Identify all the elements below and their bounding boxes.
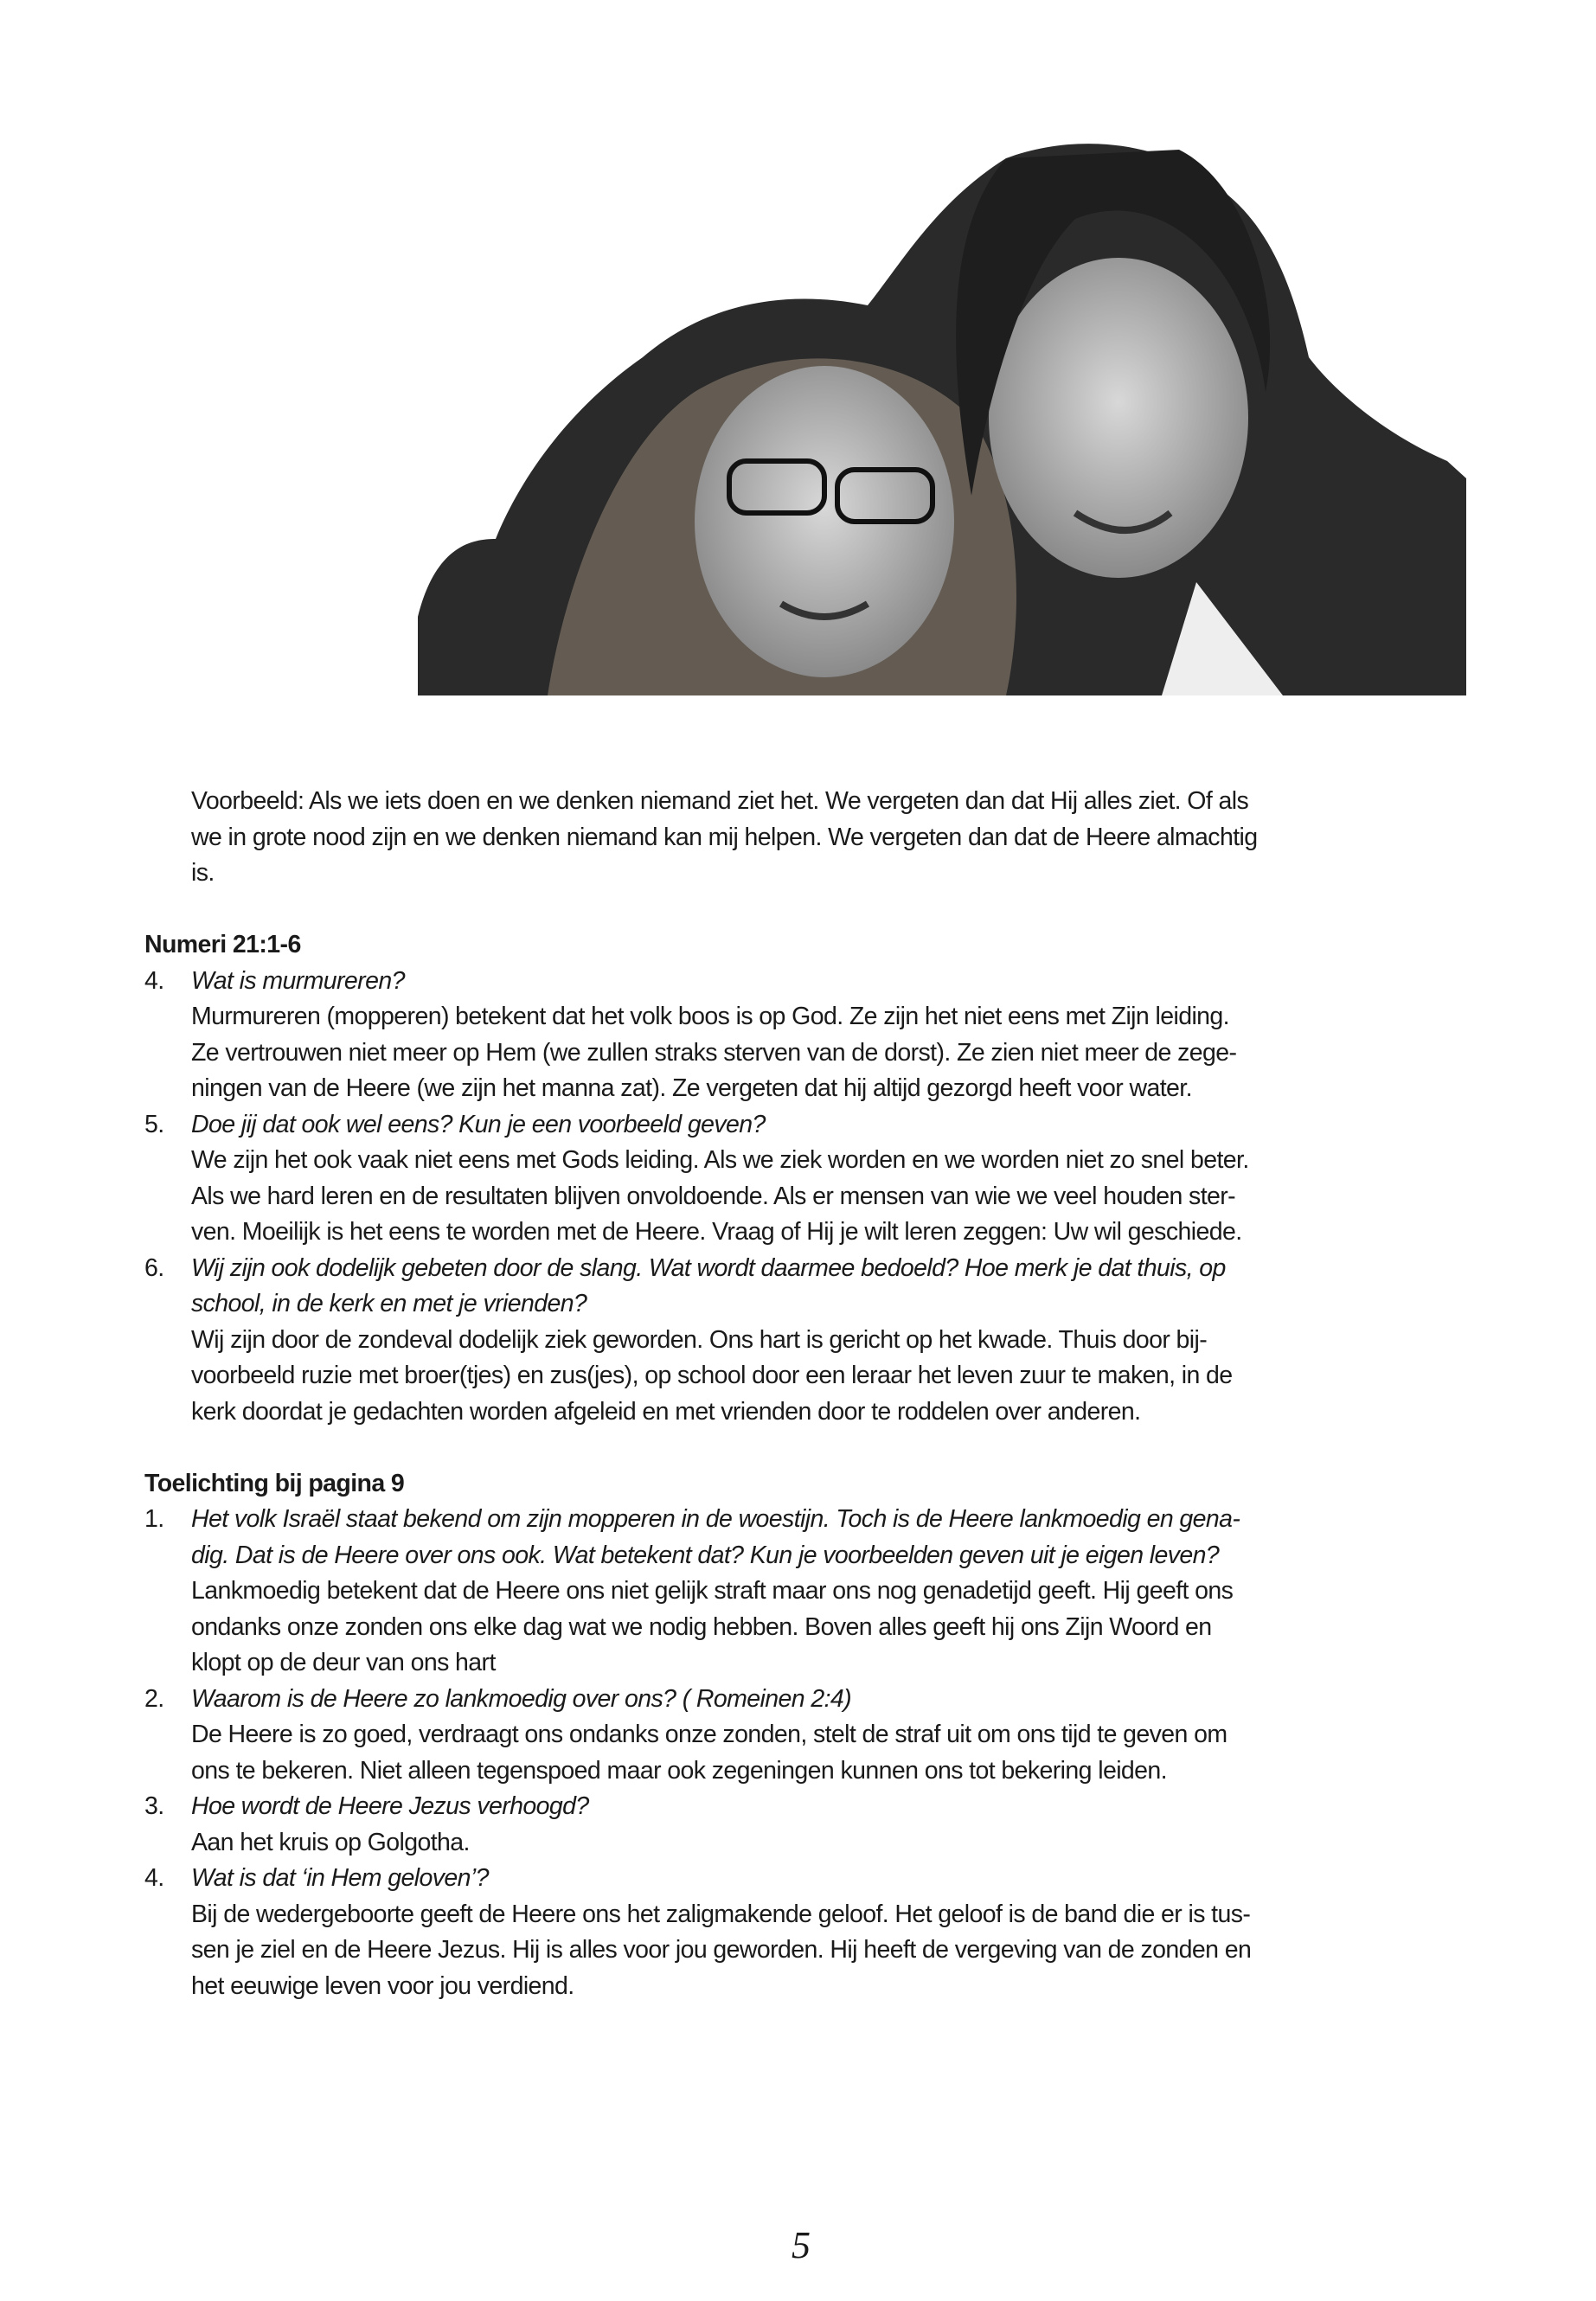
intro-line: is. xyxy=(191,859,215,887)
item-number: 6. xyxy=(144,1253,164,1282)
intro-line: Voorbeeld: Als we iets doen en we denken niemand ziet het. We vergeten dan dat Hij alles ziet. Of als xyxy=(191,787,1249,815)
answer-text: Aan het kruis op Golgotha. xyxy=(191,1828,470,1856)
answer-text: klopt op de deur van ons hart xyxy=(191,1649,496,1676)
question-text: Wij zijn ook dodelijk gebeten door de slang. Wat wordt daarmee bedoeld? Hoe merk je dat thuis, op xyxy=(191,1253,1226,1282)
answer-text: Als we hard leren en de resultaten blijven onvoldoende. Als er mensen van wie we veel houden ster- xyxy=(191,1182,1236,1210)
question-item xyxy=(144,1861,1477,2004)
question-item xyxy=(144,1251,1477,1431)
answer-text: Murmureren (mopperen) betekent dat het volk boos is op God. Ze zijn het niet eens met Zijn leiding. xyxy=(191,1003,1230,1030)
item-number: 3. xyxy=(144,1792,164,1820)
section-heading-numeri: Numeri 21:1-6 xyxy=(144,931,301,958)
answer-text: Ze vertrouwen niet meer op Hem (we zullen straks sterven van de dorst). Ze zien niet meer de zege- xyxy=(191,1038,1237,1067)
answer-text: ondanks onze zonden ons elke dag wat we nodig hebben. Boven alles geeft hij ons Zijn Woord en xyxy=(191,1612,1212,1641)
intro-line: we in grote nood zijn en we denken niemand kan mij helpen. We vergeten dan dat de Heere almachtig xyxy=(191,823,1258,851)
question-text: school, in de kerk en met je vrienden? xyxy=(191,1290,587,1317)
answer-text: ven. Moeilijk is het eens te worden met de Heere. Vraag of Hij je wilt leren zeggen: Uw wil geschiede. xyxy=(191,1218,1242,1246)
question-item xyxy=(144,964,1477,1107)
question-text: Wat is dat ‘in Hem geloven’? xyxy=(191,1864,489,1892)
question-text: Hoe wordt de Heere Jezus verhoogd? xyxy=(191,1792,589,1820)
question-text: Het volk Israël staat bekend om zijn mopperen in de woestijn. Toch is de Heere lankmoedig en gena- xyxy=(191,1505,1240,1533)
answer-text: sen je ziel en de Heere Jezus. Hij is alles voor jou geworden. Hij heeft de vergeving van de zonden en xyxy=(191,1936,1252,1964)
item-number: 2. xyxy=(144,1684,164,1713)
answer-text: ons te bekeren. Niet alleen tegenspoed maar ook zegeningen kunnen ons tot bekering leiden. xyxy=(191,1756,1167,1785)
section-heading-toelichting: Toelichting bij pagina 9 xyxy=(144,1469,405,1497)
answer-text: Lankmoedig betekent dat de Heere ons niet gelijk straft maar ons nog genadetijd geeft. Hij geeft ons xyxy=(191,1577,1234,1605)
answer-text: We zijn het ook vaak niet eens met Gods leiding. Als we ziek worden en we worden niet zo snel beter. xyxy=(191,1146,1249,1174)
question-item xyxy=(144,1682,1477,1790)
answer-text: voorbeeld ruzie met broer(tjes) en zus(jes), op school door een leraar het leven zuur te maken, in de xyxy=(191,1362,1233,1389)
question-item xyxy=(144,1107,1477,1251)
item-number: 5. xyxy=(144,1110,164,1138)
answer-text: kerk doordat je gedachten worden afgeleid en met vrienden door te roddelen over anderen. xyxy=(191,1397,1141,1426)
item-number: 1. xyxy=(144,1505,164,1533)
item-number: 4. xyxy=(144,966,164,995)
question-text: dig. Dat is de Heere over ons ook. Wat betekent dat? Kun je voorbeelden geven uit je eigen leven? xyxy=(191,1541,1220,1569)
page-number: 5 xyxy=(792,2224,811,2266)
answer-text: Wij zijn door de zondeval dodelijk ziek geworden. Ons hart is gericht op het kwade. Thuis door bij- xyxy=(191,1325,1208,1354)
question-text: Waarom is de Heere zo lankmoedig over ons? ( Romeinen 2:4) xyxy=(191,1684,852,1713)
answer-text: De Heere is zo goed, verdraagt ons ondanks onze zonden, stelt de straf uit om ons tijd te geven om xyxy=(191,1721,1227,1748)
answer-text: Bij de wedergeboorte geeft de Heere ons het zaligmakende geloof. Het geloof is de band die er is tus- xyxy=(191,1900,1251,1928)
question-item xyxy=(144,1789,1477,1861)
question-text: Wat is murmureren? xyxy=(191,966,405,995)
document-body xyxy=(144,784,1477,2004)
answer-text: ningen van de Heere (we zijn het manna zat). Ze vergeten dat hij altijd gezorgd heeft voor water. xyxy=(191,1074,1192,1102)
answer-text: het eeuwige leven voor jou verdiend. xyxy=(191,1971,574,2000)
question-text: Doe jij dat ook wel eens? Kun je een voorbeeld geven? xyxy=(191,1110,766,1138)
photo-two-girls xyxy=(418,132,1466,695)
question-item xyxy=(144,1502,1477,1682)
item-number: 4. xyxy=(144,1864,164,1892)
